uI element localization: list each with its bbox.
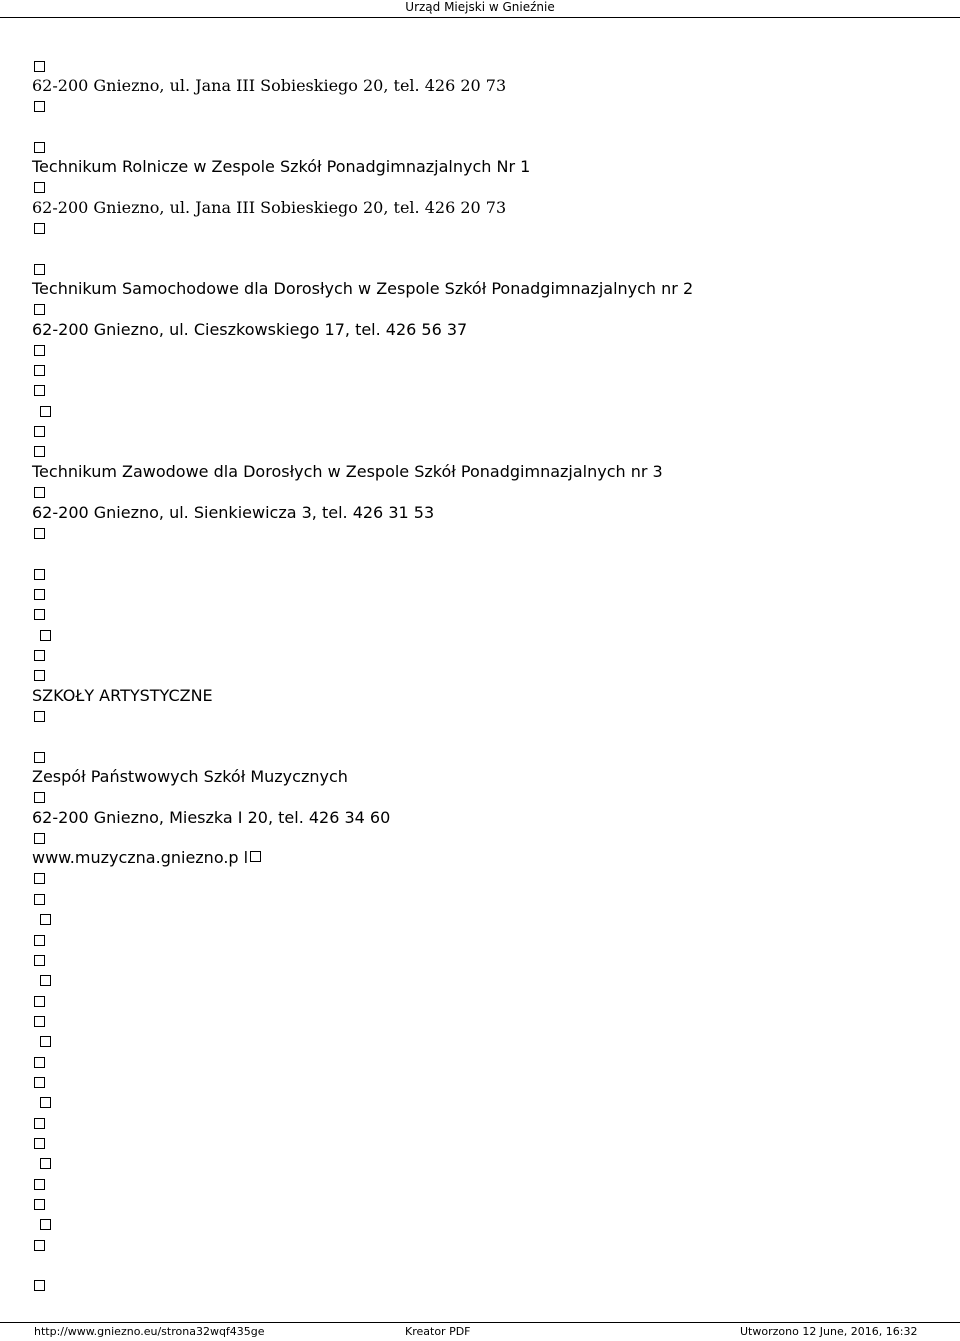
placeholder-glyph-icon [34,873,45,884]
placeholder-glyph-icon [40,406,51,417]
placeholder-glyph-icon [34,1138,45,1149]
placeholder-glyph-icon [40,1219,51,1230]
placeholder-glyph-icon [40,975,51,986]
placeholder-glyph-icon [34,833,45,844]
placeholder-glyph-icon [34,955,45,966]
placeholder-glyph-icon [34,935,45,946]
placeholder-glyph-icon [34,1057,45,1068]
placeholder-glyph-icon [34,1240,45,1251]
address-line: 62-200 Gniezno, ul. Sienkiewicza 3, tel. 426 31 53 [32,503,435,522]
placeholder-glyph-icon [34,996,45,1007]
placeholder-glyph-icon [34,589,45,600]
placeholder-glyph-icon [34,1077,45,1088]
placeholder-glyph-icon [34,670,45,681]
school-name: Zespół Państwowych Szkół Muzycznych [32,767,348,786]
footer-divider [0,1322,960,1323]
placeholder-glyph-icon [34,182,45,193]
placeholder-glyph-icon [40,1097,51,1108]
address-line: 62-200 Gniezno, ul. Cieszkowskiego 17, tel. 426 56 37 [32,320,468,339]
placeholder-glyph-icon [40,914,51,925]
placeholder-glyph-icon [34,528,45,539]
placeholder-glyph-icon [34,446,45,457]
placeholder-glyph-icon [34,1280,45,1291]
placeholder-glyph-icon [250,851,261,862]
placeholder-glyph-icon [34,304,45,315]
website-link[interactable]: www.muzyczna.gniezno.p l [32,848,249,867]
placeholder-glyph-icon [34,894,45,905]
placeholder-glyph-icon [34,385,45,396]
placeholder-glyph-icon [40,1158,51,1169]
school-name: Technikum Rolnicze w Zespole Szkół Ponadgimnazjalnych Nr 1 [32,157,531,176]
address-line: 62-200 Gniezno, ul. Jana III Sobieskiego 20, tel. 426 20 73 [32,76,507,95]
school-name: Technikum Samochodowe dla Dorosłych w Zespole Szkół Ponadgimnazjalnych nr 2 [32,279,694,298]
website-line [32,848,261,868]
placeholder-glyph-icon [34,365,45,376]
placeholder-glyph-icon [34,752,45,763]
header-divider [0,17,960,18]
page-header: Urząd Miejski w Gnieźnie [405,0,555,14]
placeholder-glyph-icon [34,345,45,356]
placeholder-glyph-icon [34,711,45,722]
placeholder-glyph-icon [34,264,45,275]
section-heading: SZKOŁY ARTYSTYCZNE [32,686,213,705]
footer-url[interactable]: http://www.gniezno.eu/strona32wqf435ge [34,1325,265,1338]
placeholder-glyph-icon [40,630,51,641]
placeholder-glyph-icon [40,1036,51,1047]
placeholder-glyph-icon [34,1016,45,1027]
placeholder-glyph-icon [34,1118,45,1129]
placeholder-glyph-icon [34,223,45,234]
footer-created: Utworzono 12 June, 2016, 16:32 [740,1325,918,1338]
placeholder-glyph-icon [34,609,45,620]
address-line: 62-200 Gniezno, Mieszka I 20, tel. 426 34 60 [32,808,391,827]
placeholder-glyph-icon [34,61,45,72]
placeholder-glyph-icon [34,1179,45,1190]
placeholder-glyph-icon [34,426,45,437]
address-line: 62-200 Gniezno, ul. Jana III Sobieskiego 20, tel. 426 20 73 [32,198,507,217]
school-name: Technikum Zawodowe dla Dorosłych w Zespole Szkół Ponadgimnazjalnych nr 3 [32,462,663,481]
placeholder-glyph-icon [34,792,45,803]
placeholder-glyph-icon [34,487,45,498]
placeholder-glyph-icon [34,650,45,661]
placeholder-glyph-icon [34,569,45,580]
placeholder-glyph-icon [34,142,45,153]
footer-generator: Kreator PDF [405,1325,471,1338]
placeholder-glyph-icon [34,101,45,112]
placeholder-glyph-icon [34,1199,45,1210]
